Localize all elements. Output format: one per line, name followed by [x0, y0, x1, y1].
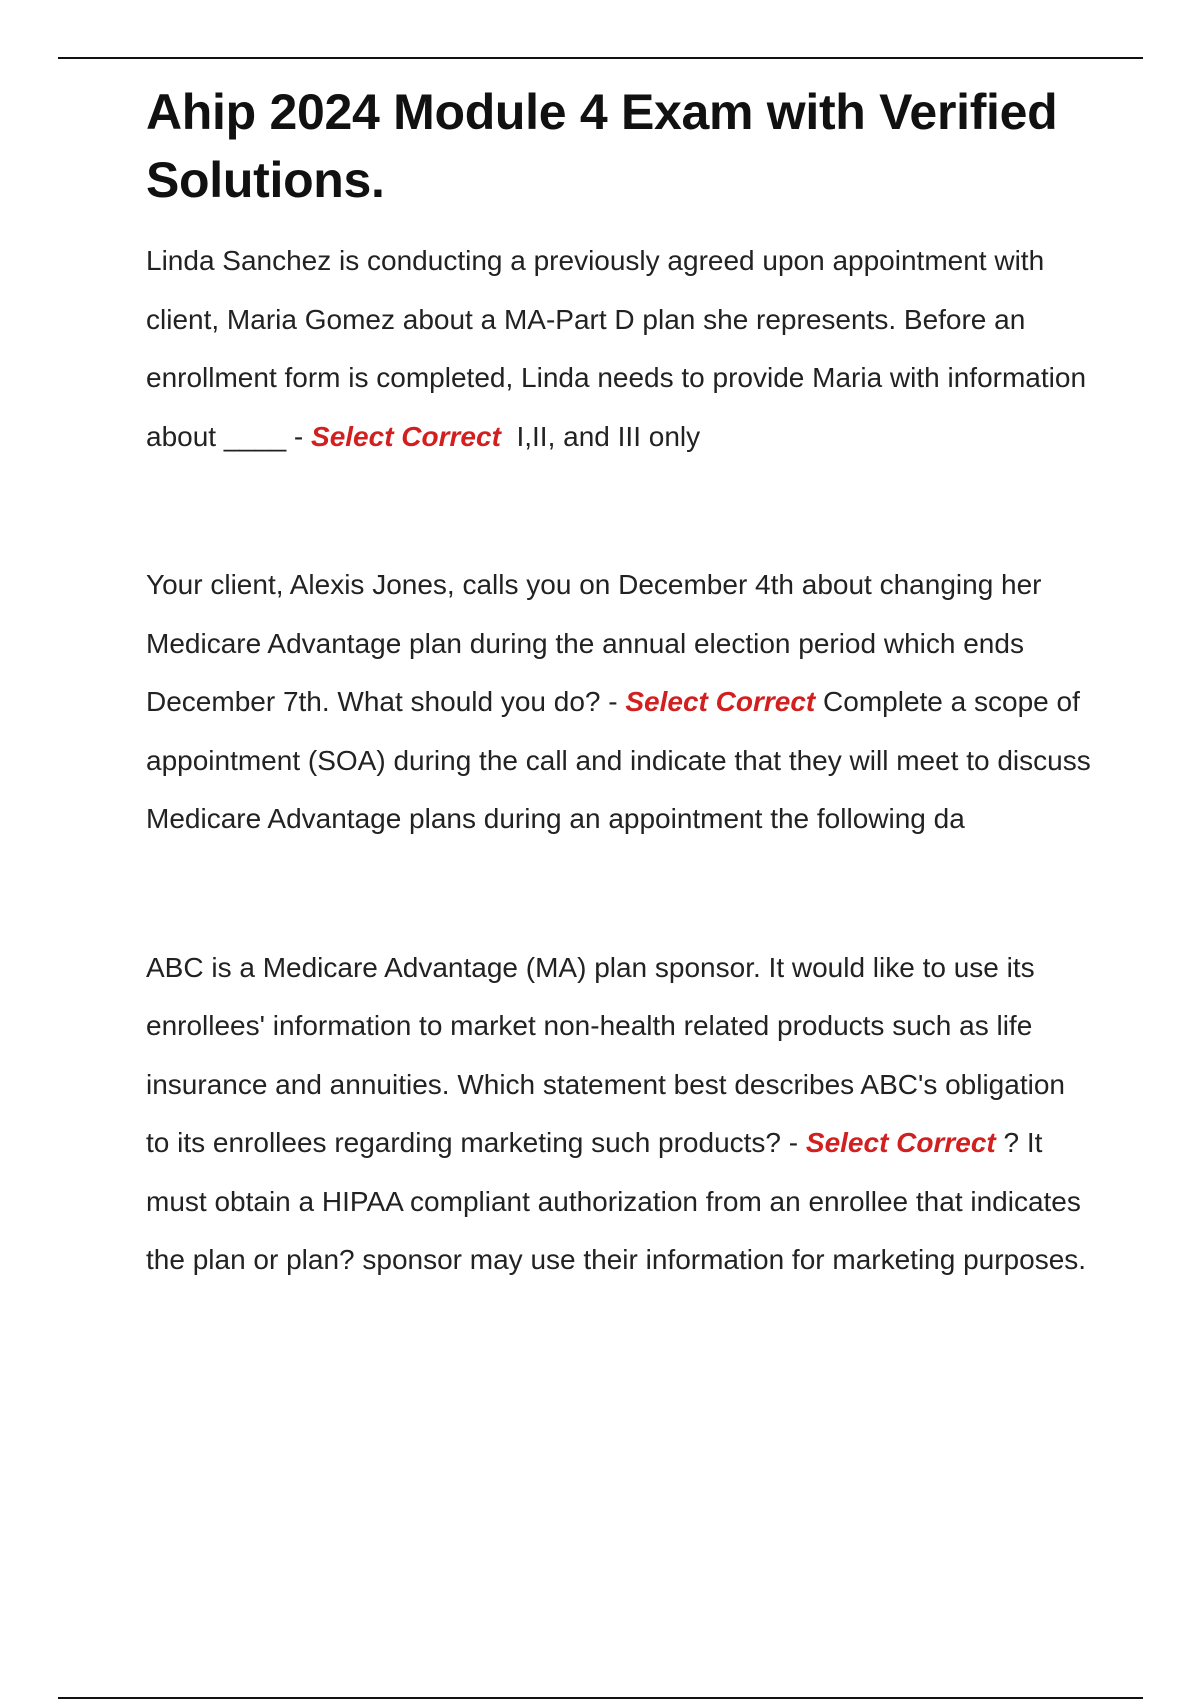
answer-text: I,II, and III only [500, 420, 701, 452]
question-text: Linda Sanchez is conducting a previously agreed upon appointment with client, Maria Gomez about a MA-Part D plan she represents. Before an enrollment form is completed, Linda needs to provide Maria with information about ____ - [146, 245, 1087, 452]
qa-item-2 [146, 556, 1096, 849]
top-rule [58, 57, 1143, 59]
answer-text: Complete a scope of appointment (SOA) during the call and indicate that they will meet to discuss Medicare Advantage plans during an appointment the following da [146, 686, 1091, 834]
question-text: ABC is a Medicare Advantage (MA) plan sponsor. It would like to use its enrollees' information to market non-health related products such as life insurance and annuities. Which statement best describes ABC's obligation to its enrollees regarding marketing such products? - [146, 951, 1065, 1158]
qa-item-1 [146, 232, 1096, 466]
qa-item-3 [146, 939, 1096, 1290]
question-text: Your client, Alexis Jones, calls you on December 4th about changing her Medicare Advantage plan during the annual election period which ends December 7th. What should you do? - [146, 569, 1042, 717]
answer-text: ? It must obtain a HIPAA compliant authorization from an enrollee that indicates the plan or plan? sponsor may use their information for marketing purposes. [146, 1127, 1087, 1275]
answer-label: Select Correct [625, 686, 816, 717]
answer-label: Select Correct [311, 420, 501, 452]
page-title: Ahip 2024 Module 4 Exam with Verified Solutions. [146, 84, 1058, 208]
answer-label: Select Correct [805, 1127, 996, 1158]
bottom-rule [58, 1697, 1143, 1699]
document-body [146, 78, 1096, 1290]
